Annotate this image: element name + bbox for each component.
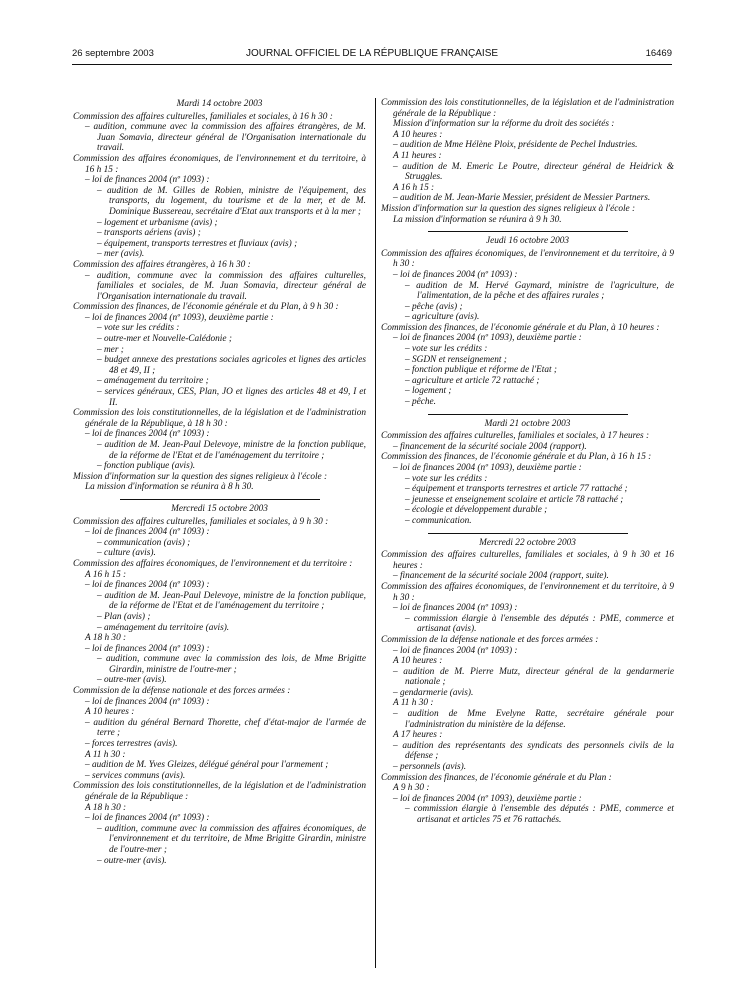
agenda-line: Commission des affaires économiques, de l'environnement et du territoire, à 16 h 15 : (73, 153, 366, 175)
agenda-line: Commission des affaires culturelles, familiales et sociales, à 17 heures : (381, 431, 650, 442)
agenda-line: – mer (avis). (97, 249, 145, 260)
agenda-line: – financement de la sécurité sociale 2004 (rapport, suite). (393, 571, 609, 582)
agenda-line: Commission des lois constitutionnelles, de la législation et de l'administration générale de la République : (73, 781, 366, 802)
section-separator (120, 499, 320, 500)
agenda-line: – agriculture (avis). (405, 312, 480, 323)
agenda-line: Mission d'information sur la question des signes religieux à l'école : (73, 471, 328, 482)
agenda-line: – vote sur les crédits : (97, 323, 180, 334)
agenda-line: – budget annexe des prestations sociales agricoles et lignes des articles 48 et 49, II ; (97, 355, 366, 376)
agenda-line: A 16 h 15 : (85, 569, 127, 580)
agenda-line: A 18 h 30 : (85, 802, 127, 813)
agenda-line: – vote sur les crédits : (405, 473, 488, 484)
agenda-line: Mission d'information sur la question des signes religieux à l'école : (381, 203, 636, 214)
agenda-line: – loi de finances 2004 (nº 1093), deuxième partie : (85, 312, 274, 323)
agenda-line: – jeunesse et enseignement scolaire et article 78 rattaché ; (405, 494, 624, 505)
agenda-line: – transports aériens (avis) ; (97, 228, 201, 239)
agenda-line: Commission des affaires économiques, de l'environnement et du territoire, à 9 h 30 : (381, 581, 674, 603)
agenda-line: – loi de finances 2004 (nº 1093), deuxième partie : (393, 793, 582, 804)
agenda-line: Commission des finances, de l'économie générale et du Plan, à 16 h 15 : (381, 452, 652, 463)
section-separator (428, 231, 628, 232)
agenda-line: La mission d'information se réunira à 8 h 30. (85, 482, 254, 493)
agenda-line: – aménagement du territoire ; (97, 376, 209, 387)
agenda-line: – vote sur les crédits : (405, 344, 488, 355)
agenda-line: – loi de finances 2004 (nº 1093), deuxième partie : (393, 333, 582, 344)
date-heading: Jeudi 16 octobre 2003 (485, 236, 570, 247)
agenda-line: – communication (avis) ; (97, 537, 191, 548)
agenda-line: – loi de finances 2004 (nº 1093), deuxième partie : (393, 463, 582, 473)
agenda-line: – loi de finances 2004 (nº 1093) : (85, 643, 210, 654)
agenda-line: Commission des affaires économiques, de l'environnement et du territoire, à 9 h 30 : (381, 248, 674, 270)
agenda-line: – pêche. (405, 397, 436, 408)
agenda-line: – fonction publique (avis). (97, 461, 196, 472)
section-separator (428, 414, 628, 415)
agenda-line: – audition de M. Emeric Le Poutre, directeur général de Heidrick & Struggles. (393, 161, 674, 183)
right-column (381, 98, 674, 826)
agenda-line: – écologie et développement durable ; (405, 505, 548, 516)
agenda-line: – culture (avis). (97, 548, 156, 559)
agenda-line: La mission d'information se réunira à 9 h 30. (393, 214, 562, 225)
section-separator (428, 533, 628, 534)
agenda-line: – gendarmerie (avis). (393, 687, 474, 698)
agenda-line: – loi de finances 2004 (nº 1093) : (85, 813, 210, 824)
agenda-line: Commission des affaires étrangères, à 16 h 30 : (73, 259, 251, 270)
agenda-line: – audition, commune avec la commission des lois, de Mme Brigitte Girardin, ministre de l'outre-mer ; (97, 654, 366, 675)
agenda-line: A 10 heures : (85, 707, 135, 718)
agenda-line: – loi de finances 2004 (nº 1093) : (393, 269, 518, 280)
agenda-line: – loi de finances 2004 (nº 1093) : (85, 527, 210, 538)
agenda-line: – audition de M. Hervé Gaymard, ministre de l'agriculture, de l'alimentation, de la pêche et des affaires rurales ; (405, 280, 674, 302)
agenda-line: A 10 heures : (393, 656, 443, 667)
agenda-line: – communication. (405, 515, 472, 526)
column-divider (375, 98, 376, 968)
agenda-line: Commission des affaires culturelles, familiales et sociales, à 9 h 30 et 16 heures : (381, 550, 674, 571)
agenda-line: Commission des affaires culturelles, familiales et sociales, à 9 h 30 : (73, 516, 329, 527)
page-header (72, 48, 672, 64)
agenda-line: – outre-mer et Nouvelle-Calédonie ; (97, 334, 232, 345)
agenda-line: – loi de finances 2004 (nº 1093) : (85, 696, 210, 707)
agenda-line: Commission des affaires culturelles, familiales et sociales, à 16 h 30 : (73, 111, 333, 122)
agenda-line: – loi de finances 2004 (nº 1093) : (393, 645, 518, 656)
agenda-line: – audition de Mme Evelyne Ratte, secrétaire générale pour l'administration du ministère de la défense. (393, 709, 674, 730)
header-rule (72, 64, 672, 65)
date-heading: Mardi 21 octobre 2003 (484, 418, 571, 429)
agenda-line: – aménagement du territoire (avis). (97, 622, 230, 633)
agenda-line: – audition de M. Gilles de Robien, ministre de l'équipement, des transports, du logement, du tourisme et de la mer, et de M. Dominique Bussereau, secrétaire d'Etat aux transports et à la mer ; (97, 185, 366, 217)
header-journal-title: JOURNAL OFFICIEL DE LA RÉPUBLIQUE FRANÇAISE (245, 48, 499, 59)
agenda-line: A 11 h 30 : (393, 698, 434, 709)
agenda-line: – audition du général Bernard Thorette, chef d'état-major de l'armée de terre ; (85, 717, 366, 739)
agenda-line: A 18 h 30 : (85, 633, 127, 644)
agenda-line: A 9 h 30 : (393, 783, 430, 794)
agenda-line: Commission de la défense nationale et des forces armées : (73, 686, 291, 697)
left-column (73, 98, 366, 866)
agenda-line: – audition de M. Jean-Paul Delevoye, ministre de la fonction publique, de la réforme de l'Etat et de l'aménagement du territoire ; (97, 440, 366, 461)
agenda-line: A 11 heures : (393, 150, 442, 161)
date-heading: Mercredi 15 octobre 2003 (171, 503, 268, 514)
agenda-line: – financement de la sécurité sociale 2004 (rapport). (393, 441, 587, 452)
agenda-line: – loi de finances 2004 (nº 1093) : (393, 603, 518, 614)
agenda-line: – audition de M. Jean-Marie Messier, président de Messier Partners. (393, 193, 651, 204)
agenda-line: Mission d'information sur la réforme du droit des sociétés : (393, 119, 615, 130)
agenda-line: – audition, commune avec la commission des affaires culturelles, familiales et sociales, de M. Juan Somavia, directeur général de l'Organisation internationale du travail. (85, 270, 366, 302)
header-date: 26 septembre 2003 (72, 48, 154, 59)
agenda-line: – audition de M. Jean-Paul Delevoye, ministre de la fonction publique, de la réforme de l'Etat et de l'aménagement du territoire ; (97, 590, 366, 612)
agenda-line: – loi de finances 2004 (nº 1093) : (85, 175, 210, 186)
agenda-line: – logement ; (405, 386, 452, 397)
agenda-line: – fonction publique et réforme de l'Etat ; (405, 365, 558, 376)
agenda-line: A 17 heures : (393, 730, 443, 741)
agenda-line: – loi de finances 2004 (nº 1093) : (85, 429, 210, 440)
agenda-line: – audition de M. Yves Gleizes, délégué général pour l'armement ; (85, 760, 329, 771)
agenda-line: – audition de Mme Hélène Ploix, présidente de Pechel Industries. (393, 140, 638, 151)
agenda-line: – équipement, transports terrestres et fluviaux (avis) ; (97, 238, 298, 249)
agenda-line: – mer ; (97, 344, 124, 355)
agenda-line: A 16 h 15 : (393, 182, 435, 193)
agenda-line: – audition des représentants des syndicats des personnels civils de la défense ; (393, 740, 674, 762)
agenda-line: Commission des finances, de l'économie générale et du Plan : (381, 772, 612, 783)
agenda-line: – outre-mer (avis). (97, 675, 167, 686)
agenda-line: – SGDN et renseignement ; (405, 354, 507, 365)
agenda-line: – loi de finances 2004 (nº 1093) : (85, 580, 210, 591)
agenda-line: – outre-mer (avis). (97, 855, 167, 866)
agenda-line: A 10 heures : (393, 129, 443, 140)
agenda-line: – agriculture et article 72 rattaché ; (405, 375, 540, 386)
agenda-line: Commission des finances, de l'économie générale et du Plan, à 9 h 30 : (73, 302, 339, 313)
agenda-line: – audition, commune avec la commission des affaires économiques, de l'environnement et du territoire, de Mme Brigitte Girardin, ministre de l'outre-mer ; (97, 823, 366, 855)
agenda-line: – services généraux, CES, Plan, JO et lignes des articles 48 et 49, I et II. (97, 387, 366, 408)
header-page-number: 16469 (645, 48, 672, 59)
agenda-line: – Plan (avis) ; (97, 611, 151, 622)
agenda-line: – commission élargie à l'ensemble des députés : PME, commerce et artisanat (avis). (405, 613, 674, 635)
agenda-line: – logement et urbanisme (avis) ; (97, 217, 218, 228)
agenda-line: – audition de M. Pierre Mutz, directeur général de la gendarmerie nationale ; (393, 666, 674, 688)
agenda-line: – équipement et transports terrestres et article 77 rattaché ; (405, 484, 628, 495)
date-heading: Mercredi 22 octobre 2003 (479, 537, 576, 548)
agenda-line: Commission des affaires économiques, de l'environnement et du territoire : (73, 558, 353, 569)
agenda-line: Commission des lois constitutionnelles, de la législation et de l'administration générale de la République, à 18 h 30 : (73, 408, 366, 429)
agenda-line: – personnels (avis). (393, 762, 467, 773)
agenda-line: – forces terrestres (avis). (85, 739, 178, 750)
agenda-line: – commission élargie à l'ensemble des députés : PME, commerce et artisanat et articles 75 et 76 rattachés. (405, 804, 674, 825)
agenda-line: Commission de la défense nationale et des forces armées : (381, 634, 599, 645)
agenda-line: – pêche (avis) ; (405, 301, 463, 312)
date-heading: Mardi 14 octobre 2003 (176, 99, 263, 109)
agenda-line: Commission des finances, de l'économie générale et du Plan, à 10 heures : (381, 322, 660, 333)
agenda-line: Commission des lois constitutionnelles, de la législation et de l'administration générale de la République : (381, 98, 674, 119)
agenda-line: A 11 h 30 : (85, 749, 126, 760)
agenda-line: – audition, commune avec la commission des affaires étrangères, de M. Juan Somavia, directeur général de l'Organisation internationale du travail. (85, 122, 366, 154)
agenda-line: – services communs (avis). (85, 770, 186, 781)
